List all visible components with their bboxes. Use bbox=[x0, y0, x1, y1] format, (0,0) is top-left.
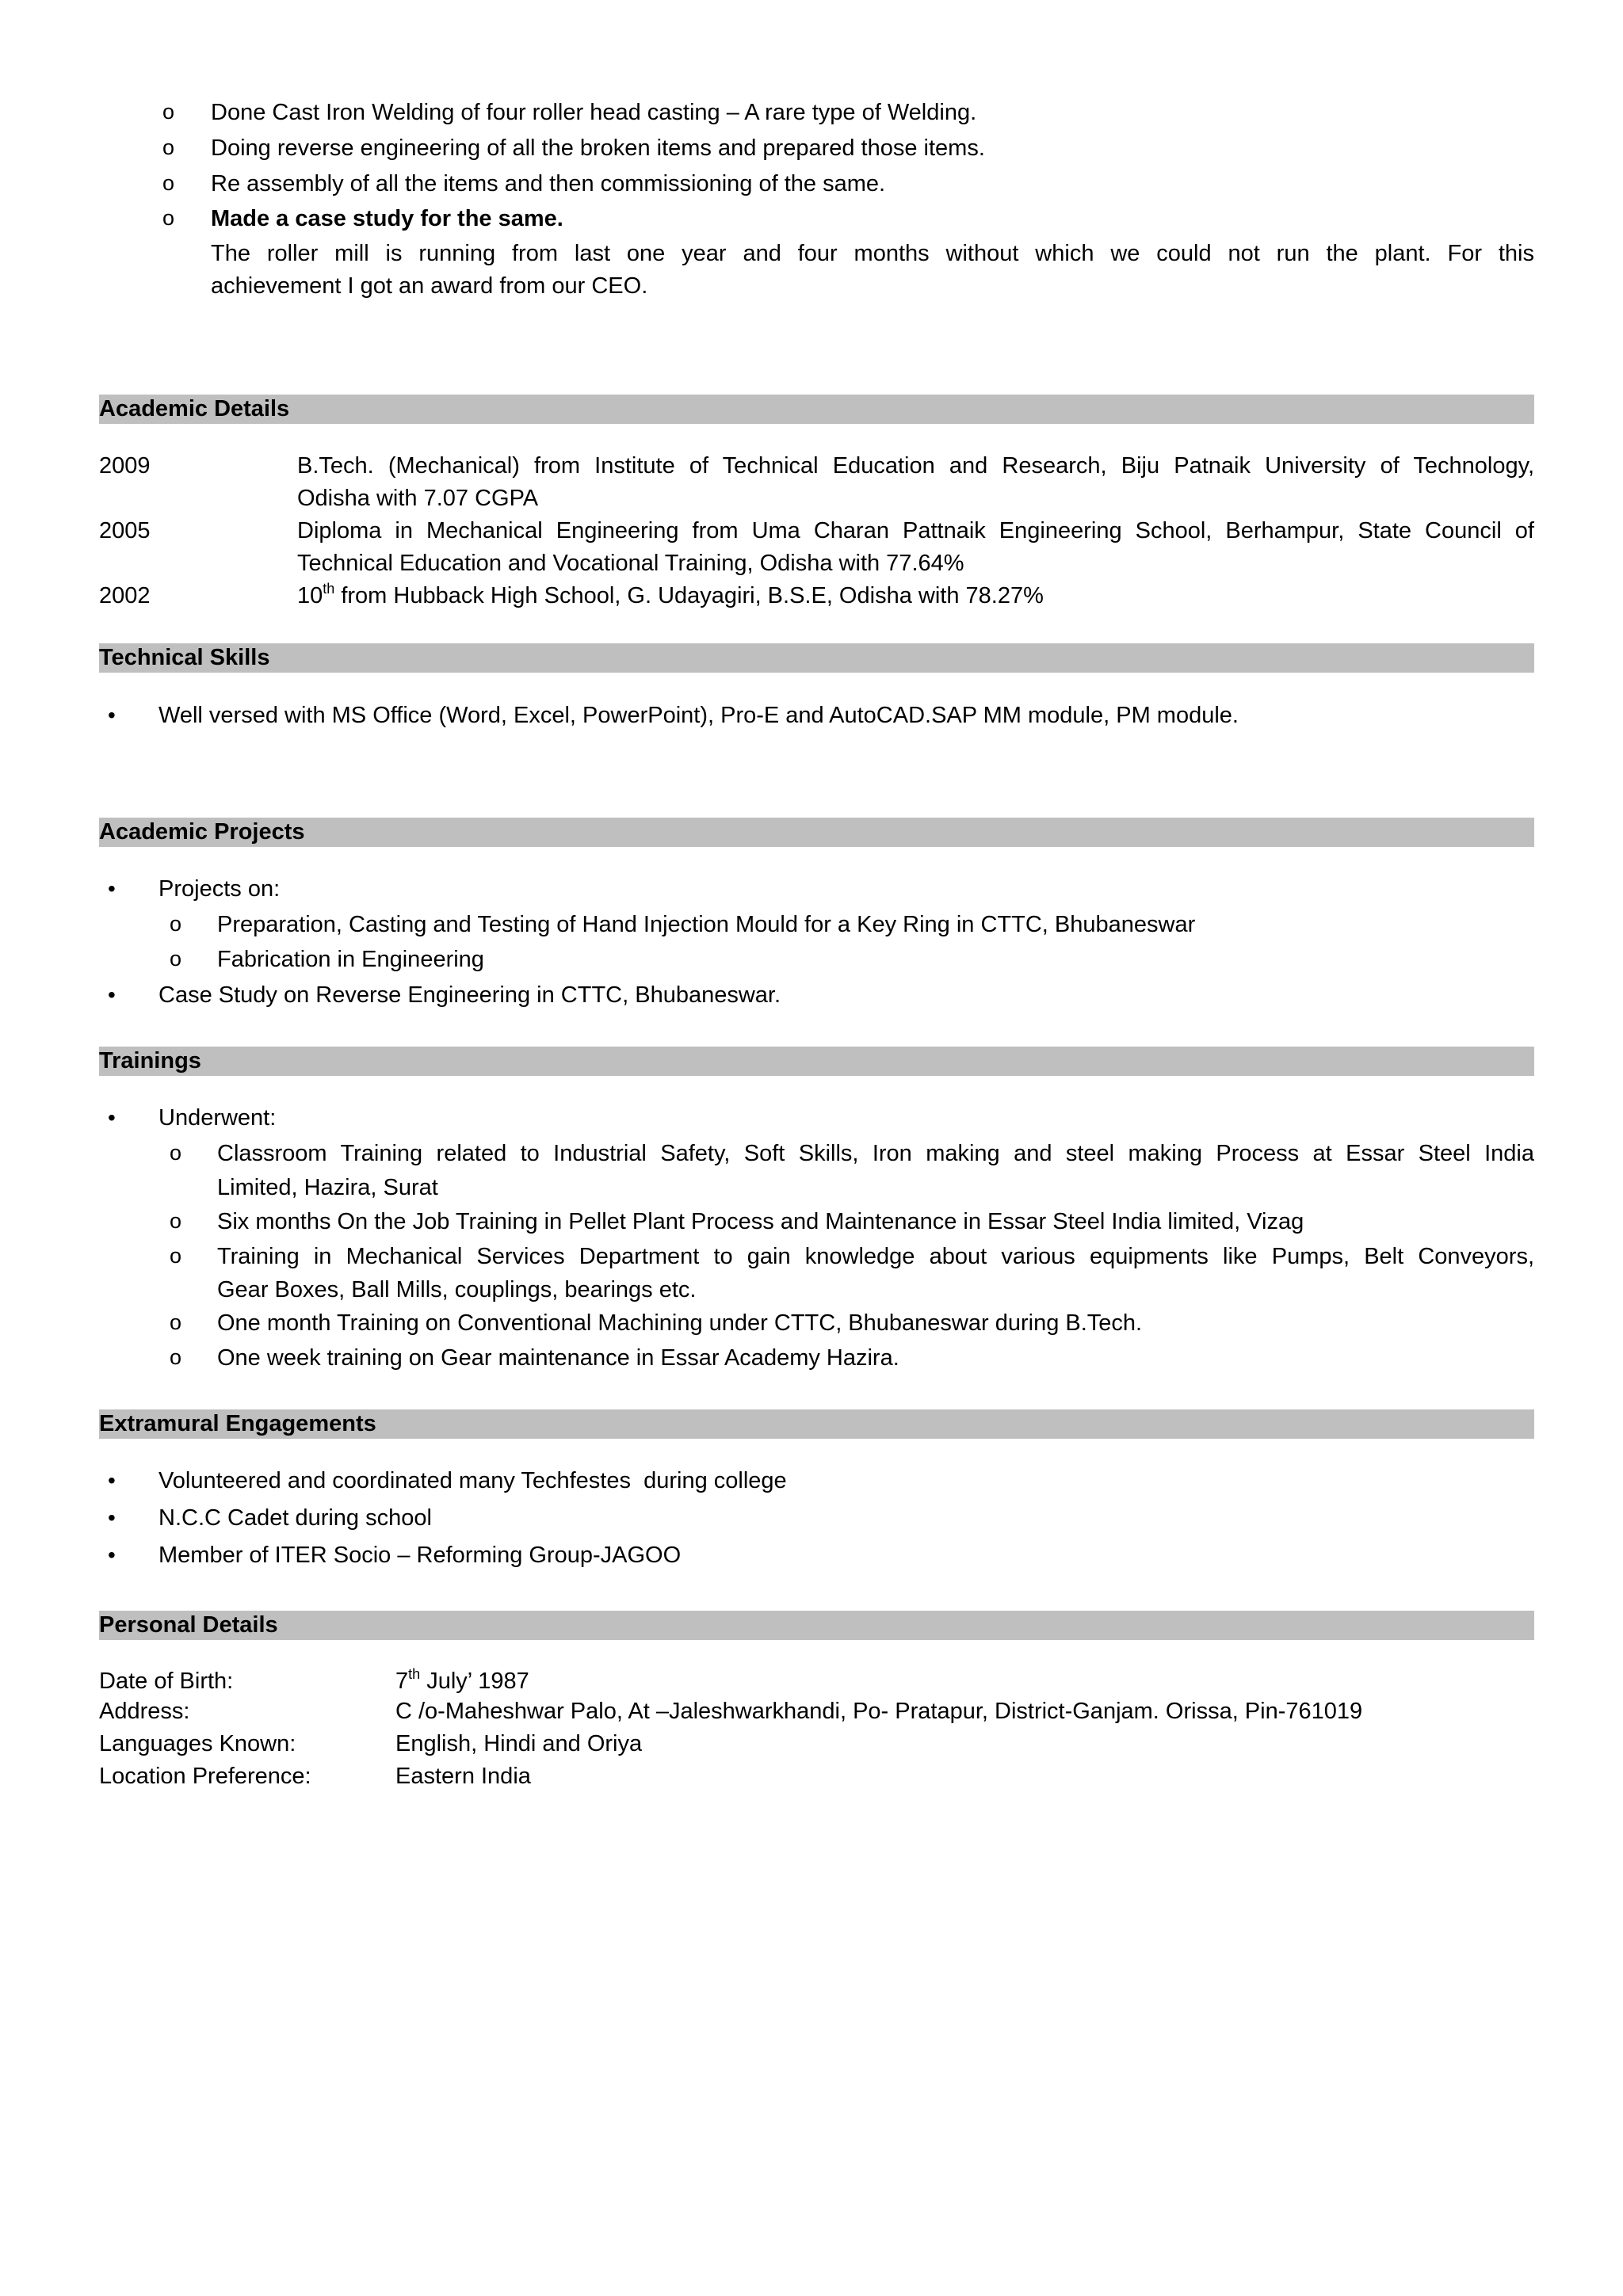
hollow-bullet-icon: o bbox=[162, 100, 175, 124]
hollow-bullet-icon: o bbox=[170, 912, 182, 936]
qualification-line: Diploma in Mechanical Engineering from Uma Charan Pattnaik Engineering School, Berhampur, State Council of bbox=[297, 518, 1534, 543]
address-label: Address: bbox=[99, 1699, 190, 1724]
list-item: Member of ITER Socio – Reforming Group-JAGOO bbox=[158, 1543, 682, 1568]
hollow-bullet-icon: o bbox=[162, 206, 175, 230]
dob-value: 7th July’ 1987 bbox=[395, 1666, 529, 1694]
bullet-icon: • bbox=[108, 1543, 116, 1567]
section-title: Trainings bbox=[99, 1048, 201, 1074]
location-label: Location Preference: bbox=[99, 1764, 311, 1789]
list-item: Well versed with MS Office (Word, Excel, PowerPoint), Pro-E and AutoCAD.SAP MM module, PM module. bbox=[158, 703, 1239, 728]
hollow-bullet-icon: o bbox=[170, 1345, 182, 1369]
year: 2005 bbox=[99, 518, 151, 543]
training-line: One week training on Gear maintenance in Essar Academy Hazira. bbox=[217, 1345, 899, 1371]
hollow-bullet-icon: o bbox=[170, 1310, 182, 1334]
bullet-icon: • bbox=[108, 876, 116, 901]
bullet-icon: • bbox=[108, 1468, 116, 1493]
list-item: N.C.C Cadet during school bbox=[158, 1505, 432, 1531]
qualification-line: Odisha with 7.07 CGPA bbox=[297, 486, 539, 511]
training-line: Limited, Hazira, Surat bbox=[217, 1175, 438, 1200]
hollow-bullet-icon: o bbox=[170, 1141, 182, 1165]
languages-value: English, Hindi and Oriya bbox=[395, 1731, 643, 1756]
case-study-paragraph-line: The roller mill is running from last one year and four months without which we could not run the plant. For this bbox=[211, 241, 1534, 266]
section-title: Personal Details bbox=[99, 1612, 278, 1638]
list-item: Preparation, Casting and Testing of Hand Injection Mould for a Key Ring in CTTC, Bhubaneswar bbox=[217, 912, 1196, 937]
bullet-icon: • bbox=[108, 703, 116, 727]
year: 2002 bbox=[99, 583, 151, 608]
qualification-line: B.Tech. (Mechanical) from Institute of Technical Education and Research, Biju Patnaik University of Technology, bbox=[297, 453, 1534, 479]
training-line: Training in Mechanical Services Department to gain knowledge about various equipments like Pumps, Belt Conveyors, bbox=[217, 1244, 1534, 1269]
list-item: Case Study on Reverse Engineering in CTTC, Bhubaneswar. bbox=[158, 982, 781, 1008]
list-item: Fabrication in Engineering bbox=[217, 947, 484, 972]
hollow-bullet-icon: o bbox=[162, 171, 175, 195]
list-item: Projects on: bbox=[158, 876, 281, 902]
list-item: Doing reverse engineering of all the broken items and prepared those items. bbox=[211, 135, 985, 161]
hollow-bullet-icon: o bbox=[170, 1209, 182, 1233]
year: 2009 bbox=[99, 453, 151, 479]
list-item: Underwent: bbox=[158, 1105, 277, 1131]
section-header-academic-projects bbox=[99, 818, 1534, 847]
qualification-line: Technical Education and Vocational Training, Odisha with 77.64% bbox=[297, 551, 964, 576]
hollow-bullet-icon: o bbox=[170, 1244, 182, 1268]
hollow-bullet-icon: o bbox=[170, 947, 182, 971]
list-item: Re assembly of all the items and then commissioning of the same. bbox=[211, 171, 886, 196]
list-item: Done Cast Iron Welding of four roller head casting – A rare type of Welding. bbox=[211, 100, 977, 125]
list-item: Volunteered and coordinated many Techfestes during college bbox=[158, 1468, 787, 1493]
dob-label: Date of Birth: bbox=[99, 1669, 234, 1694]
bullet-icon: • bbox=[108, 982, 116, 1007]
case-study-paragraph-line: achievement I got an award from our CEO. bbox=[211, 273, 648, 299]
bullet-icon: • bbox=[108, 1105, 116, 1130]
training-line: Gear Boxes, Ball Mills, couplings, bearings etc. bbox=[217, 1277, 697, 1302]
section-header-extramural bbox=[99, 1409, 1534, 1439]
section-header-academic-details bbox=[99, 395, 1534, 424]
training-line: Six months On the Job Training in Pellet Plant Process and Maintenance in Essar Steel India limited, Vizag bbox=[217, 1209, 1304, 1234]
list-item-bold: Made a case study for the same. bbox=[211, 206, 563, 231]
section-title: Extramural Engagements bbox=[99, 1411, 376, 1436]
section-header-trainings bbox=[99, 1047, 1534, 1076]
qualification-line: 10th from Hubback High School, G. Udayagiri, B.S.E, Odisha with 78.27% bbox=[297, 581, 1044, 608]
training-line: One month Training on Conventional Machining under CTTC, Bhubaneswar during B.Tech. bbox=[217, 1310, 1143, 1336]
section-title: Academic Projects bbox=[99, 819, 305, 845]
address-value: C /o-Maheshwar Palo, At –Jaleshwarkhandi, Po- Pratapur, District-Ganjam. Orissa, Pin-761019 bbox=[395, 1699, 1363, 1724]
section-header-personal-details bbox=[99, 1611, 1534, 1640]
bullet-icon: • bbox=[108, 1505, 116, 1530]
section-title: Technical Skills bbox=[99, 645, 270, 670]
section-title: Academic Details bbox=[99, 396, 290, 421]
training-line: Classroom Training related to Industrial Safety, Soft Skills, Iron making and steel making Process at Essar Steel India bbox=[217, 1141, 1534, 1166]
hollow-bullet-icon: o bbox=[162, 135, 175, 159]
location-value: Eastern India bbox=[395, 1764, 531, 1789]
languages-label: Languages Known: bbox=[99, 1731, 296, 1756]
section-header-technical-skills bbox=[99, 643, 1534, 673]
